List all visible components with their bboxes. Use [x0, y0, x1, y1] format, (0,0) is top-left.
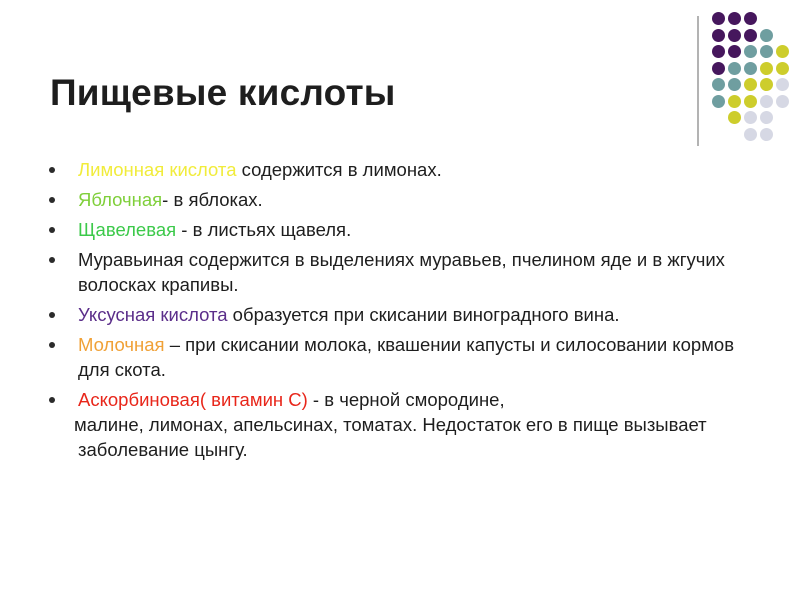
- decorative-dot: [744, 95, 757, 108]
- decorative-dot: [760, 29, 773, 42]
- list-item: [49, 187, 739, 212]
- decorative-dot: [712, 29, 725, 42]
- decorative-dot: [760, 95, 773, 108]
- decorative-dot: [744, 62, 757, 75]
- decorative-dot: [728, 95, 741, 108]
- decorative-dot: [712, 95, 725, 108]
- decorative-dot: [728, 111, 741, 124]
- list-item-text: - в яблоках.: [162, 189, 263, 210]
- decorative-dot: [728, 29, 741, 42]
- decorative-dot: [760, 128, 773, 141]
- decorative-dot: [776, 78, 789, 91]
- list-item-text: содержится в лимонах.: [236, 159, 442, 180]
- slide-title: Пищевые кислоты: [50, 72, 396, 113]
- decorative-dot: [760, 45, 773, 58]
- bullet-list: [49, 157, 739, 467]
- decorative-dot: [728, 12, 741, 25]
- list-item-text: – при скисании молока, квашении капусты и силосовании кормов для скота.: [78, 334, 735, 380]
- continuation-text: малине, лимонах, апельсинах, томатах. Недостаток его в пище вызывает заболевание цынгу.: [74, 414, 707, 460]
- list-item: [49, 332, 739, 382]
- decorative-dot: [760, 62, 773, 75]
- bullet-icon: [49, 227, 55, 233]
- bullet-icon: [49, 197, 55, 203]
- decorative-dot: [760, 111, 773, 124]
- keyword-oxalic-acid: Щавелевая: [78, 219, 177, 240]
- decorative-dot: [712, 12, 725, 25]
- decorative-dot: [776, 45, 789, 58]
- decorative-dot: [776, 62, 789, 75]
- decorative-dot: [728, 62, 741, 75]
- list-item: [49, 387, 739, 412]
- decorative-dot: [760, 78, 773, 91]
- list-item-text: - в черной смородине,: [307, 389, 505, 410]
- list-item-continuation: [49, 412, 739, 462]
- bullet-icon: [49, 397, 55, 403]
- decorative-dot: [776, 95, 789, 108]
- decorative-dot: [744, 29, 757, 42]
- bullet-icon: [49, 167, 55, 173]
- decorative-dot: [744, 45, 757, 58]
- decorative-dot: [712, 45, 725, 58]
- list-item: [49, 247, 739, 297]
- decorative-dot: [728, 78, 741, 91]
- decorative-dot: [744, 128, 757, 141]
- decorative-dot: [744, 78, 757, 91]
- vertical-divider: [697, 16, 699, 146]
- decorative-dot: [712, 78, 725, 91]
- decorative-dot: [744, 111, 757, 124]
- list-item-text: - в листьях щавеля.: [176, 219, 352, 240]
- bullet-icon: [49, 257, 55, 263]
- list-item: [49, 302, 739, 327]
- list-item: [49, 157, 739, 182]
- list-item: [49, 217, 739, 242]
- list-item-text: Муравьиная содержится в выделениях муравьев, пчелином яде и в жгучих волосках крапивы.: [78, 249, 725, 295]
- keyword-acetic-acid: Уксусная кислота: [78, 304, 228, 325]
- bullet-icon: [49, 312, 55, 318]
- keyword-lactic-acid: Молочная: [78, 334, 165, 355]
- keyword-citric-acid: Лимонная кислота: [78, 159, 237, 180]
- keyword-ascorbic-acid: Аскорбиновая( витамин С): [78, 389, 308, 410]
- list-item-text: образуется при скисании виноградного вина.: [227, 304, 620, 325]
- decorative-dot: [712, 62, 725, 75]
- bullet-icon: [49, 342, 55, 348]
- decorative-dot: [728, 45, 741, 58]
- decorative-dot: [744, 12, 757, 25]
- keyword-malic-acid: Яблочная: [78, 189, 163, 210]
